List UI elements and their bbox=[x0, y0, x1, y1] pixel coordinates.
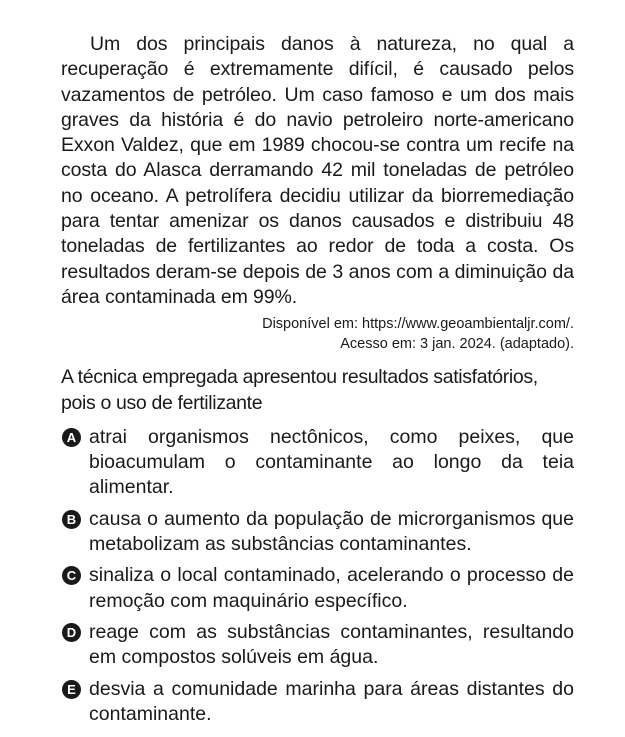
passage-text: Um dos principais danos à natureza, no qual a recuperação é extremamente difícil, é causado pelos vazamentos de petróleo. Um caso famoso e um dos mais graves da história é do navio petroleiro norte-americano Exxon Valdez, que em 1989 chocou-se contra um recife na costa do Alasca derramando 42 mil toneladas de petróleo no oceano. A petrolífera decidiu utilizar da biorremediação para tentar amenizar os danos causados e distribuiu 48 toneladas de fertilizantes ao redor de toda a costa. Os resultados deram-se depois de 3 anos com a diminuição da área contaminada em 99%. bbox=[61, 33, 574, 308]
option-d-text: reage com as substâncias contaminantes, resultando em compostos solúveis em água. bbox=[89, 620, 574, 669]
option-e[interactable] bbox=[61, 677, 574, 728]
option-b-text: causa o aumento da população de microrganismos que metabolizam as substâncias contaminantes. bbox=[89, 507, 574, 556]
source-citation bbox=[61, 314, 574, 354]
option-a-letter-badge: A bbox=[62, 428, 81, 447]
option-b[interactable] bbox=[61, 507, 574, 558]
option-c-letter-badge: C bbox=[62, 566, 81, 585]
source-url-line: Disponível em: https://www.geoambientaljr.com/. bbox=[262, 316, 574, 333]
option-e-letter-badge: E bbox=[62, 680, 81, 699]
source-access-line: Acesso em: 3 jan. 2024. (adaptado). bbox=[340, 336, 574, 353]
option-b-letter-badge: B bbox=[62, 510, 81, 529]
option-a-text: atrai organismos nectônicos, como peixes, que bioacumulam o contaminante ao longo da teia alimentar. bbox=[89, 425, 574, 499]
option-d[interactable] bbox=[61, 620, 574, 671]
answer-options bbox=[61, 425, 574, 727]
option-e-text: desvia a comunidade marinha para áreas distantes do contaminante. bbox=[89, 677, 574, 725]
option-c-text: sinaliza o local contaminado, acelerando o processo de remoção com maquinário específico. bbox=[89, 564, 574, 612]
option-c[interactable] bbox=[61, 563, 574, 614]
question-stem: A técnica empregada apresentou resultados satisfatórios, pois o uso de fertilizante bbox=[61, 366, 538, 414]
option-a[interactable] bbox=[61, 425, 574, 501]
option-d-letter-badge: D bbox=[62, 623, 81, 642]
